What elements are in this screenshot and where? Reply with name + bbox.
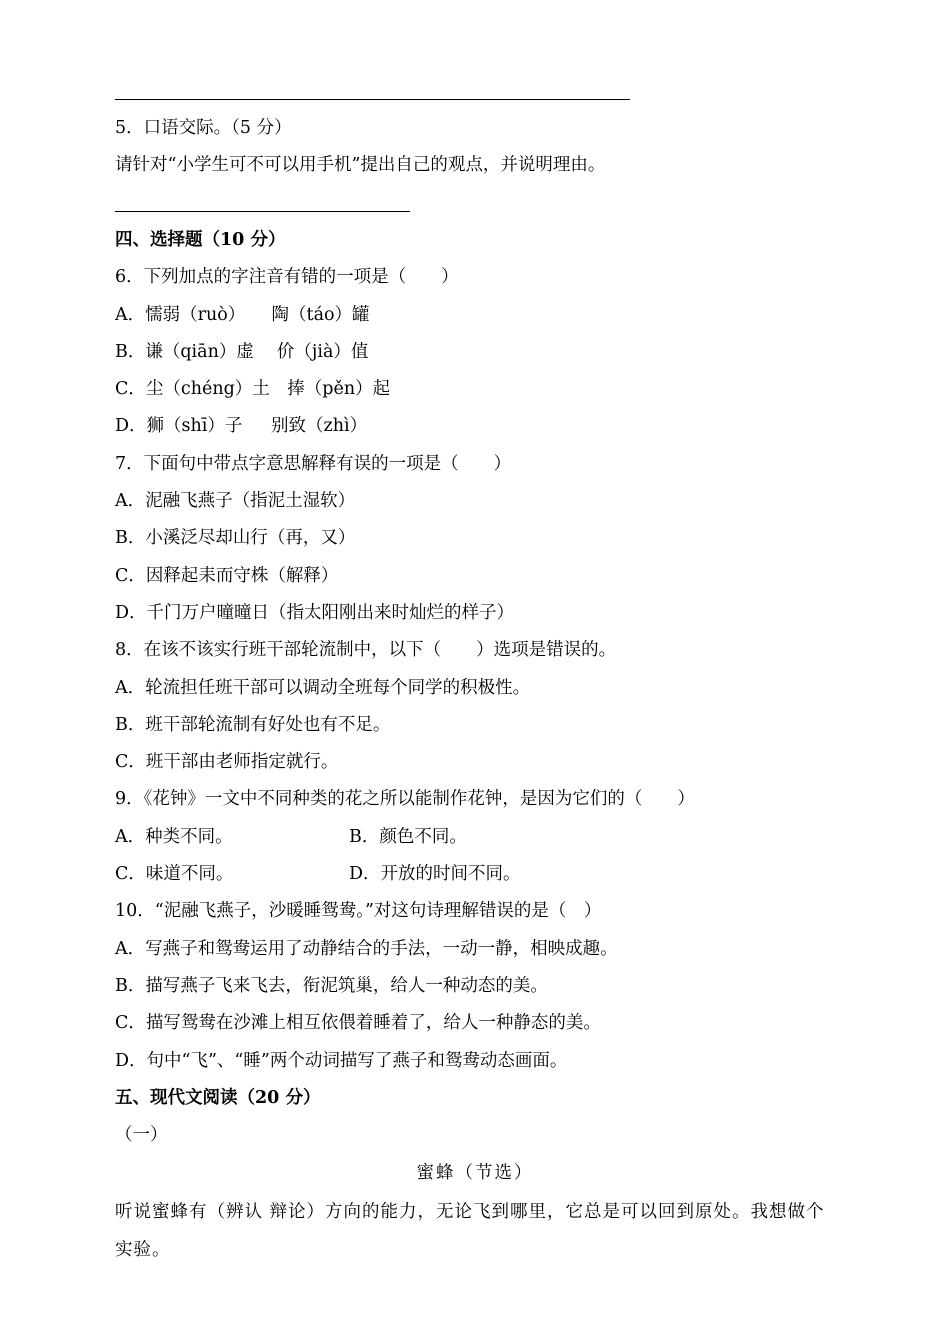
section4-title: 四、选择题（10 分） — [115, 230, 286, 250]
q9-option-d: D．开放的时间不同。 — [349, 864, 521, 884]
q8-option-a: A．轮流担任班干部可以调动全班每个同学的积极性。 — [115, 678, 531, 698]
q6-option-c: C．尘（chéng）土 捧（pěn）起 — [115, 379, 391, 399]
q9-stem: 9．《花钟》一文中不同种类的花之所以能制作花钟，是因为它们的（ ） — [115, 789, 695, 809]
answer-line-top — [115, 99, 630, 100]
q9-option-b: B．颜色不同。 — [349, 827, 467, 847]
section5-title: 五、现代文阅读（20 分） — [115, 1088, 321, 1108]
q5-prompt: 请针对“小学生可不可以用手机”提出自己的观点，并说明理由。 — [115, 155, 606, 175]
passage-title: 蜜蜂（节选） — [416, 1163, 534, 1183]
q7-option-b: B．小溪泛尽却山行（再，又） — [115, 528, 356, 548]
q6-option-a: A．懦弱（ruò） 陶（táo）罐 — [115, 305, 370, 325]
q10-option-d: D．句中“飞”、“睡”两个动词描写了燕子和鸳鸯动态画面。 — [115, 1051, 568, 1071]
q8-option-b: B．班干部轮流制有好处也有不足。 — [115, 715, 391, 735]
q8-stem: 8．在该不该实行班干部轮流制中，以下（ ）选项是错误的。 — [115, 640, 617, 660]
q7-stem: 7．下面句中带点字意思解释有误的一项是（ ） — [115, 454, 512, 474]
q6-stem: 6．下列加点的字注音有错的一项是（ ） — [115, 267, 459, 287]
q9-option-a: A．种类不同。 — [115, 827, 233, 847]
q10-stem: 10．“泥融飞燕子，沙暖睡鸳鸯。”对这句诗理解错误的是（ ） — [115, 901, 602, 921]
section5-part: （一） — [115, 1125, 168, 1145]
q10-option-a: A．写燕子和鸳鸯运用了动静结合的手法，一动一静，相映成趣。 — [115, 939, 618, 959]
q6-option-b: B．谦（qiān）虚 价（jià）值 — [115, 342, 369, 362]
q7-option-d: D．千门万户曈曈日（指太阳刚出来时灿烂的样子） — [115, 603, 515, 623]
q7-option-c: C．因释起耒而守株（解释） — [115, 566, 339, 586]
q6-option-d: D．狮（shī）子 别致（zhì） — [115, 416, 368, 436]
q10-option-b: B．描写燕子飞来飞去，衔泥筑巢，给人一种动态的美。 — [115, 976, 548, 996]
q5-answer-line — [115, 211, 410, 212]
passage-text: 听说蜜蜂有（辨认 辩论）方向的能力，无论飞到哪里，它总是可以回到原处。我想做个实验。 — [115, 1202, 825, 1260]
q8-option-c: C．班干部由老师指定就行。 — [115, 752, 339, 772]
q10-option-c: C．描写鸳鸯在沙滩上相互依偎着睡着了，给人一种静态的美。 — [115, 1013, 601, 1033]
q5-title: 5．口语交际。（5 分） — [115, 118, 292, 138]
q7-option-a: A．泥融飞燕子（指泥土湿软） — [115, 491, 356, 511]
q9-option-c: C．味道不同。 — [115, 864, 234, 884]
